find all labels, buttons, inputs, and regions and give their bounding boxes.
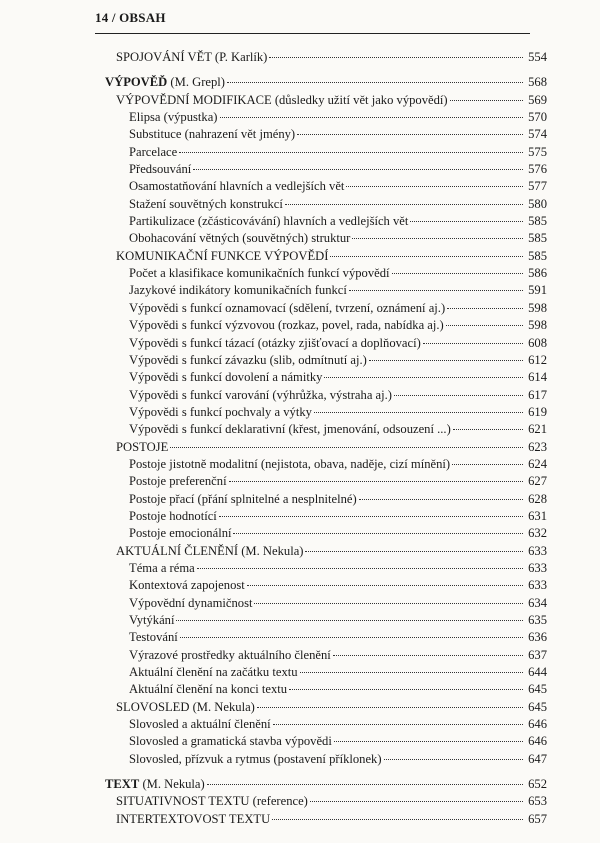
toc-entry [100,369,547,386]
toc-entry-heading: Slovosled a aktuální členění [129,717,271,732]
dot-leader [297,134,523,135]
dot-leader [369,360,523,361]
toc-entry-title [129,733,332,750]
toc-entry-heading: Vytýkání [129,613,175,627]
toc-entry [100,473,547,490]
toc-entry-heading: Postoje jistotně modalitní (nejistota, obava, naděje, cizí mínění) [129,456,451,471]
toc-entry [100,491,547,508]
toc-entry-title [116,49,267,66]
dot-leader [392,273,523,274]
toc-entry-heading: Postoje hodnotící [129,508,217,523]
toc-entry-page-number: 653 [528,794,547,809]
toc-entry-title [129,161,191,178]
toc-entry-heading: Elipsa (výpustka) [129,110,218,125]
toc-entry [100,421,547,438]
dot-leader [272,819,523,820]
toc-entry-heading: Téma a réma [129,560,195,575]
toc-entry-page-number: 633 [528,543,547,558]
toc-entry [100,560,547,577]
toc-entry-title [129,369,322,386]
dot-leader [289,689,523,690]
toc-entry-page-number: 628 [528,491,547,506]
dot-leader [384,759,523,760]
toc-entry-heading: Výpovědi s funkcí tázací (otázky zjišťovací a doplňovací) [129,335,421,350]
dot-leader [229,481,523,482]
toc-entry-title [116,811,270,828]
toc-entry-page-number: 633 [528,560,547,575]
toc-entry-heading: Aktuální členění na začátku textu [129,665,298,680]
toc-entry [100,178,547,195]
toc-entry-page-number: 635 [528,613,547,627]
toc-entry-heading: Substituce (nahrazení vět jmény) [129,127,296,142]
dot-leader [176,620,523,621]
toc-entry-title [129,178,344,195]
table-of-contents [100,49,547,828]
toc-entry [100,699,547,716]
page-header: 14 / OBSAH [95,10,166,25]
toc-entry-title [129,629,178,646]
toc-entry-heading: TEXT [105,777,140,792]
toc-entry-page-number: 624 [528,456,547,471]
header-rule [95,33,530,34]
toc-entry-title [129,109,218,126]
toc-entry-page-number: 657 [528,811,547,826]
toc-entry-page-number: 637 [528,647,547,662]
toc-entry-heading: POSTOJE [116,439,169,454]
toc-entry-title [129,387,392,404]
dot-leader [254,603,523,604]
toc-entry [100,629,547,646]
toc-entry-page-number: 619 [528,404,547,419]
toc-entry-page-number: 632 [528,526,547,541]
toc-entry-title [116,543,303,560]
toc-entry-title [129,525,231,542]
toc-entry-page-number: 586 [528,266,547,281]
toc-entry-page-number: 614 [528,370,547,385]
toc-entry-author: (M. Grepl) [167,75,225,90]
toc-entry [100,595,547,612]
toc-entry-page-number: 645 [528,682,547,697]
toc-entry [100,161,547,178]
dot-leader [285,204,523,205]
dot-leader [410,221,523,222]
toc-entry-page-number: 631 [528,508,547,523]
toc-entry-heading: Předsouvání [129,162,192,177]
dot-leader [257,707,523,708]
toc-entry-title [129,265,390,282]
toc-entry-title [105,74,225,91]
dot-leader [314,412,523,413]
toc-entry-title [129,126,295,143]
toc-entry-author: (P. Karlík) [211,50,268,64]
dot-leader [453,429,523,430]
dot-leader [197,568,523,569]
toc-entry [100,300,547,317]
toc-entry-page-number: 644 [528,665,547,680]
toc-entry-page-number: 621 [528,422,547,437]
toc-entry-title [129,404,312,421]
toc-entry [100,612,547,629]
toc-entry [100,282,547,299]
toc-entry-page-number: 585 [528,248,547,263]
toc-entry-title [129,508,217,525]
toc-entry [100,387,547,404]
dot-leader [170,447,523,448]
dot-leader [352,238,523,239]
toc-entry-author: (M. Nekula) [139,777,205,792]
toc-entry [100,109,547,126]
toc-entry-heading: Výpovědi s funkcí pochvaly a výtky [129,404,312,419]
toc-entry-page-number: 652 [528,777,547,792]
toc-entry-heading: Aktuální členění na konci textu [129,682,288,697]
toc-entry-page-number: 574 [528,127,547,142]
toc-entry-title [129,473,227,490]
toc-entry [100,577,547,594]
toc-entry-page-number: 617 [528,387,547,402]
toc-entry-title [129,282,347,299]
dot-leader [450,100,523,101]
dot-leader [219,516,523,517]
toc-entry-heading: Výpovědi s funkcí dovolení a námitky [129,370,323,385]
toc-entry-heading: VÝPOVĚĎ [105,75,168,90]
dot-leader [207,784,523,785]
toc-entry-page-number: 633 [528,578,547,593]
toc-entry-heading: Partikulizace (zčásticovávání) hlavních a vedlejších vět [129,214,409,229]
toc-entry [100,811,547,828]
toc-entry-page-number: 608 [528,335,547,350]
toc-entry-title [129,317,444,334]
toc-entry-page-number: 585 [528,214,547,229]
dot-leader [359,499,523,500]
dot-leader [423,343,523,344]
toc-entry [100,265,547,282]
toc-entry-heading: Kontextová zapojenost [129,578,245,593]
toc-entry [100,681,547,698]
toc-entry-heading: Postoje emocionální [129,526,232,541]
toc-entry-title [129,681,287,698]
toc-entry-title [129,300,445,317]
toc-entry-title [129,196,283,213]
toc-entry-page-number: 646 [528,734,547,749]
toc-entry-title [129,595,252,612]
toc-entry [100,525,547,542]
dot-leader [233,533,523,534]
toc-entry-title [116,248,328,265]
toc-entry [100,647,547,664]
dot-leader [394,395,523,396]
toc-entry-heading: Slovosled a gramatická stavba výpovědi [129,734,332,749]
toc-entry-title [129,612,174,629]
toc-entry [100,733,547,750]
toc-entry-heading: Stažení souvětných konstrukcí [129,196,283,211]
dot-leader [193,169,523,170]
dot-leader [269,57,523,58]
dot-leader [324,377,523,378]
toc-entry-title [129,577,245,594]
toc-entry-page-number: 575 [528,144,547,159]
toc-entry [100,74,547,91]
toc-entry-page-number: 580 [528,196,547,211]
toc-entry-heading: SLOVOSLED [116,699,190,714]
toc-entry-title [129,144,177,161]
dot-leader [452,464,523,465]
toc-entry-title [129,335,421,352]
toc-entry [100,664,547,681]
toc-entry-heading: Výrazové prostředky aktuálního členění [129,647,331,662]
toc-entry-page-number: 598 [528,300,547,315]
toc-entry-heading: Postoje přací (přání splnitelné a nesplnitelné) [129,491,357,506]
toc-entry-heading: Osamostatňování hlavních a vedlejších vět [129,179,345,194]
dot-leader [446,325,523,326]
toc-entry-title [129,421,451,438]
toc-entry-page-number: 576 [528,162,547,177]
dot-leader [333,655,523,656]
toc-entry [100,456,547,473]
toc-entry-title [129,491,357,508]
toc-entry-title [129,230,350,247]
dot-leader [346,186,523,187]
toc-entry-title [116,699,255,716]
toc-entry-author: (M. Nekula) [238,543,304,558]
dot-leader [220,117,524,118]
toc-entry-title [129,456,450,473]
toc-entry-heading: Počet a klasifikace komunikačních funkcí výpovědí [129,266,390,281]
toc-entry-title [129,352,367,369]
toc-entry-author: (M. Nekula) [189,699,255,714]
toc-entry [100,49,547,66]
toc-entry-page-number: 636 [528,630,547,645]
toc-entry [100,716,547,733]
toc-entry [100,144,547,161]
toc-entry-title [129,213,408,230]
toc-entry-title [129,716,271,733]
toc-entry-heading: Výpovědi s funkcí varování (výhrůžka, výstraha aj.) [129,387,392,402]
toc-entry [100,196,547,213]
toc-entry [100,248,547,265]
toc-entry [100,317,547,334]
toc-entry-heading: Jazykové indikátory komunikačních funkcí [129,283,347,298]
toc-entry-title [129,751,382,768]
toc-entry-heading: KOMUNIKAČNÍ FUNKCE VÝPOVĚDÍ [116,248,329,263]
toc-entry-page-number: 627 [528,474,547,489]
dot-leader [179,152,523,153]
toc-entry-heading: Postoje preferenční [129,474,227,489]
toc-entry-heading: Výpovědi s funkcí oznamovací (sdělení, tvrzení, oznámení aj.) [129,300,446,315]
dot-leader [247,585,523,586]
dot-leader [330,256,523,257]
toc-entry-page-number: 570 [528,110,547,125]
toc-entry [100,508,547,525]
toc-entry-heading: INTERTEXTOVOST TEXTU [116,811,271,826]
toc-entry-page-number: 569 [528,92,547,107]
toc-entry-page-number: 585 [528,231,547,246]
toc-entry-page-number: 645 [528,699,547,714]
toc-entry-heading: VÝPOVĚDNÍ MODIFIKACE (důsledky užití vět jako výpovědí) [116,92,448,107]
toc-entry-title [116,92,448,109]
toc-entry-title [129,647,331,664]
toc-entry-title [116,793,308,810]
toc-entry [100,335,547,352]
toc-entry-heading: Obohacování větných (souvětných) struktur [129,231,351,246]
toc-entry [100,230,547,247]
dot-leader [334,741,523,742]
toc-entry-title [116,439,168,456]
toc-entry-heading: SPOJOVÁNÍ VĚT [116,50,212,64]
toc-entry [100,213,547,230]
dot-leader [447,308,523,309]
toc-entry-heading: SITUATIVNOST TEXTU (reference) [116,794,308,809]
toc-entry [100,751,547,768]
toc-entry-page-number: 612 [528,352,547,367]
toc-entry-heading: Testování [129,630,178,645]
toc-entry-title [129,664,298,681]
toc-entry-page-number: 646 [528,717,547,732]
toc-entry-heading: Výpovědi s funkcí závazku (slib, odmítnutí aj.) [129,352,367,367]
toc-entry-page-number: 647 [528,751,547,766]
toc-entry-heading: Výpovědní dynamičnost [129,595,253,610]
toc-entry-title [105,776,205,793]
toc-entry-title [129,560,195,577]
toc-entry [100,352,547,369]
dot-leader [273,724,523,725]
toc-entry-heading: Parcelace [129,144,178,159]
dot-leader [349,290,523,291]
toc-entry-heading: AKTUÁLNÍ ČLENĚNÍ [116,543,239,558]
toc-entry-page-number: 554 [528,50,547,64]
toc-entry [100,404,547,421]
toc-entry-page-number: 591 [528,283,547,298]
toc-entry-heading: Slovosled, přízvuk a rytmus (postavení příklonek) [129,751,382,766]
toc-entry [100,543,547,560]
toc-entry-page-number: 598 [528,318,547,333]
toc-entry-page-number: 634 [528,595,547,610]
toc-entry-page-number: 623 [528,439,547,454]
dot-leader [227,82,523,83]
toc-entry-page-number: 568 [528,75,547,90]
dot-leader [300,672,523,673]
dot-leader [305,551,523,552]
toc-entry [100,126,547,143]
toc-entry [100,776,547,793]
toc-entry-heading: Výpovědi s funkcí deklarativní (křest, jmenování, odsouzení ...) [129,422,451,437]
dot-leader [310,801,523,802]
toc-entry [100,92,547,109]
toc-entry [100,793,547,810]
toc-entry-heading: Výpovědi s funkcí výzvovou (rozkaz, povel, rada, nabídka aj.) [129,318,444,333]
dot-leader [180,637,523,638]
toc-entry [100,439,547,456]
toc-entry-page-number: 577 [528,179,547,194]
